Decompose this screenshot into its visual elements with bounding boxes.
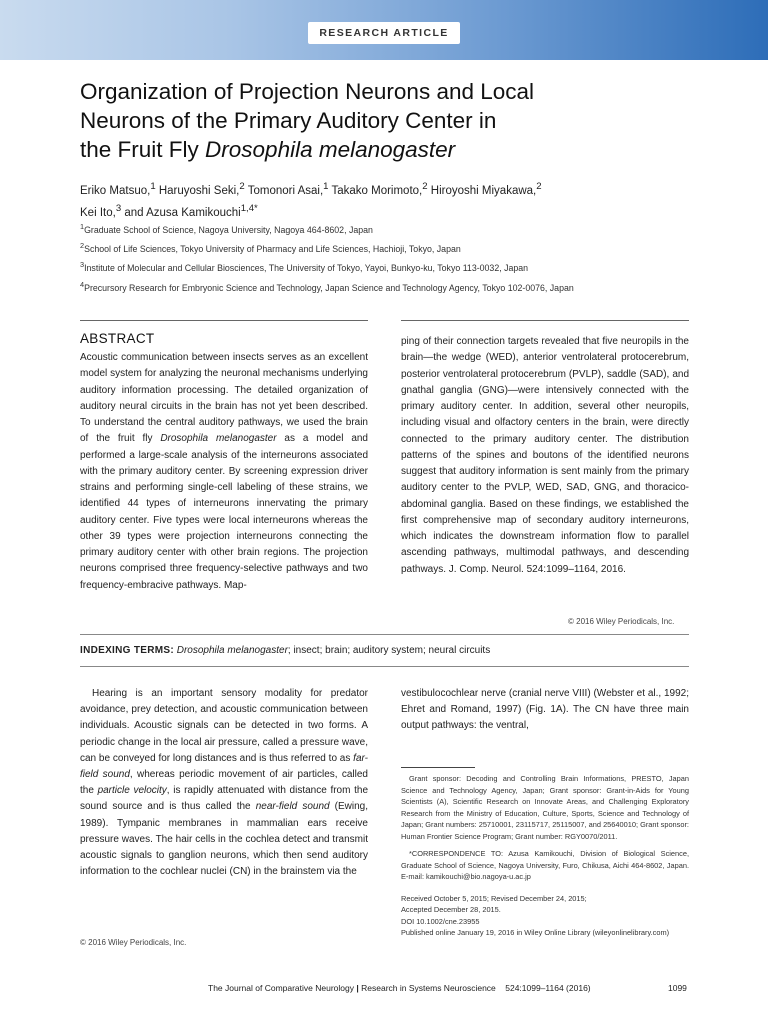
body-copyright: © 2016 Wiley Periodicals, Inc.	[80, 938, 187, 947]
abstract-heading: ABSTRACT	[80, 331, 155, 346]
affiliation: $^3$Institute of Molecular and Cellular Biosciences, The University of Tokyo, Yayoi, Bunkyo-ku, Tokyo 113-0032, Japan	[80, 260, 529, 274]
abstract-divider	[80, 634, 689, 635]
author-affil-mark: 3	[115, 202, 122, 214]
footer-separator: |	[356, 983, 359, 993]
abstract-top-rule-left	[80, 320, 368, 321]
author-affil-mark: 1,4*	[240, 202, 258, 214]
abstract-text-left: Acoustic communication between insects serves as an excellent model system for analyzing the neuronal mechanisms underlying auditory information processing. The detailed organization of auditory neural circuits in the brain has not yet been described. To understand the central auditory pathways, we used the brain of the fruit fly Drosophila melanogaster as a model and performed a large-scale analysis of the interneurons associated with the primary auditory center. By screening expression driver strains and performing single-cell labeling of these strains, we identified 44 types of interneurons innervating the primary auditory center. Five types were local interneurons whereas the other 39 types were projection interneurons connecting the primary auditory center with other brain regions. The projection neurons comprised three frequency-selective pathways and two frequency-embracive pathways. Map-	[80, 352, 368, 591]
title-line-3-prefix: the Fruit Fly	[80, 137, 206, 162]
author-affil-mark: 2	[239, 181, 245, 192]
author: and Azusa Kamikouchi	[124, 206, 241, 219]
author-affil-mark: 1	[323, 181, 329, 192]
author: Kei Ito,	[80, 206, 116, 219]
abstract-top-rule-right	[401, 320, 689, 321]
footer-journal-info	[208, 983, 591, 993]
title-line-2: Neurons of the Primary Auditory Center in	[80, 108, 497, 133]
body-text-right: vestibulocochlear nerve (cranial nerve VIII) (Webster et al., 1992; Ehret and Romand, 1997) (Fig. 1A). The CN have three main output pathways: the ventral,	[401, 688, 689, 732]
indexing-terms	[80, 645, 700, 656]
body-text-left: Hearing is an important sensory modality for predator avoidance, prey detection, and acoustic communication between individuals. Acoustic signals can be detected in two forms. A periodic change in the local air pressure, called a pressure wave, can be conveyed for long distances and is thus referred to as far-field sound, whereas periodic movement of air particles, called the particle velocity, is rapidly attenuated with distance from the sound source and is thus called the near-field sound (Ewing, 1989). Tympanic membranes in mammalian ears receive pressure waves. The hair cells in the cochlea detect and transmit acoustic signals to ganglion neurons, which then send auditory information to the cochlear nuclei (CN) in the brainstem via the	[80, 688, 369, 878]
author-affil-mark: 1	[150, 181, 156, 192]
indexing-rest: ; insect; brain; auditory system; neural circuits	[287, 645, 491, 656]
accepted-date: Accepted December 28, 2015.	[401, 905, 501, 914]
author: Haruyoshi Seki,	[158, 184, 240, 197]
author: Eriko Matsuo,	[80, 184, 151, 197]
published-info: Published online January 19, 2016 in Wiley Online Library (wileyonlinelibrary.com)	[401, 928, 670, 937]
indexing-label: INDEXING TERMS:	[80, 645, 174, 656]
received-date: Received October 5, 2015; Revised December 24, 2015;	[401, 893, 587, 903]
footnotes	[401, 773, 689, 939]
article-type-label: RESEARCH ARTICLE	[308, 22, 460, 44]
page-number: 1099	[668, 983, 687, 993]
title-line-1: Organization of Projection Neurons and Local	[80, 79, 535, 104]
title-species-name: Drosophila melanogaster	[205, 137, 456, 162]
correspondence-footnote: *CORRESPONDENCE TO: Azusa Kamikouchi, Division of Biological Science, Graduate School of Science, Nagoya University, Furo, Chikusa, Aichi 464-8602, Japan. E-mail: kamikouchi@bio.nagoya-u.ac.jp	[401, 849, 689, 881]
affiliation: $^2$School of Life Sciences, Tokyo University of Pharmacy and Life Sciences, Hachioji, Tokyo, Japan	[80, 241, 461, 255]
doi: DOI 10.1002/cne.23955	[401, 916, 480, 926]
footer-journal: The Journal of Comparative Neurology	[208, 983, 354, 993]
author: Takako Morimoto,	[331, 184, 423, 197]
article-title	[80, 77, 700, 164]
author-affil-mark: 2	[536, 181, 542, 192]
abstract-text-right: ping of their connection targets revealed that five neuropils in the brain—the wedge (WED), anterior ventrolateral protocerebrum, posterior ventrolateral protocerebrum (PVLP), saddle (SAD), and gnathal ganglia (GNG)—were intensively connected with the primary auditory center. In addition, several other neuropils, including visual and olfactory centers in the brain, were directly connected to the primary auditory center. The distribution patterns of the spines and boutons of the identified neurons suggest that auditory information is sent mainly from the primary auditory center to the PVLP, WED, SAD, GNG, and thoracico-abdominal ganglia. Based on these findings, we established the first comprehensive map of secondary auditory interneurons, which indicates the downstream information flow to parallel ascending pathways, multimodal pathways, and descending pathways. J. Comp. Neurol. 524:1099–1164, 2016.	[401, 336, 689, 575]
indexing-divider	[80, 666, 689, 667]
footer-section: Research in Systems Neuroscience	[361, 983, 496, 993]
abstract-species-name: Drosophila melanogaster	[160, 433, 277, 445]
affiliation-list	[80, 219, 720, 296]
indexing-species: Drosophila melanogaster	[176, 645, 288, 656]
affiliation: $^4$Precursory Research for Embryonic Science and Technology, Japan Science and Technology Agency, Tokyo 102-0076, Japan	[80, 279, 574, 293]
article-type-banner	[0, 0, 768, 60]
author-affil-mark: 2	[422, 181, 428, 192]
footer-citation: 524:1099–1164 (2016)	[505, 983, 591, 993]
author: Tomonori Asai,	[247, 184, 324, 197]
abstract-copyright: © 2016 Wiley Periodicals, Inc.	[568, 617, 675, 626]
affiliation: $^1$Graduate School of Science, Nagoya University, Nagoya 464-8602, Japan	[80, 222, 373, 235]
grant-footnote: Grant sponsor: Decoding and Controlling Brain Informations, PRESTO, Japan Science and Technology Agency, Japan; Grant sponsor: Grant-in-Aids for Young Scientists (A), Scientific Research on Innovate Areas, and Challenging Exploratory Research from the Ministry of Education, Culture, Sports, Science and Technology of Japan; Grant numbers: 25710001, 23115717, 25115007, and 25640010; Grant sponsor: Human Frontier Science Program; Grant number: RGY0070/2011.	[401, 774, 689, 841]
footnote-rule	[401, 767, 475, 768]
author: Hiroyoshi Miyakawa,	[430, 184, 537, 197]
author-list	[80, 178, 680, 222]
